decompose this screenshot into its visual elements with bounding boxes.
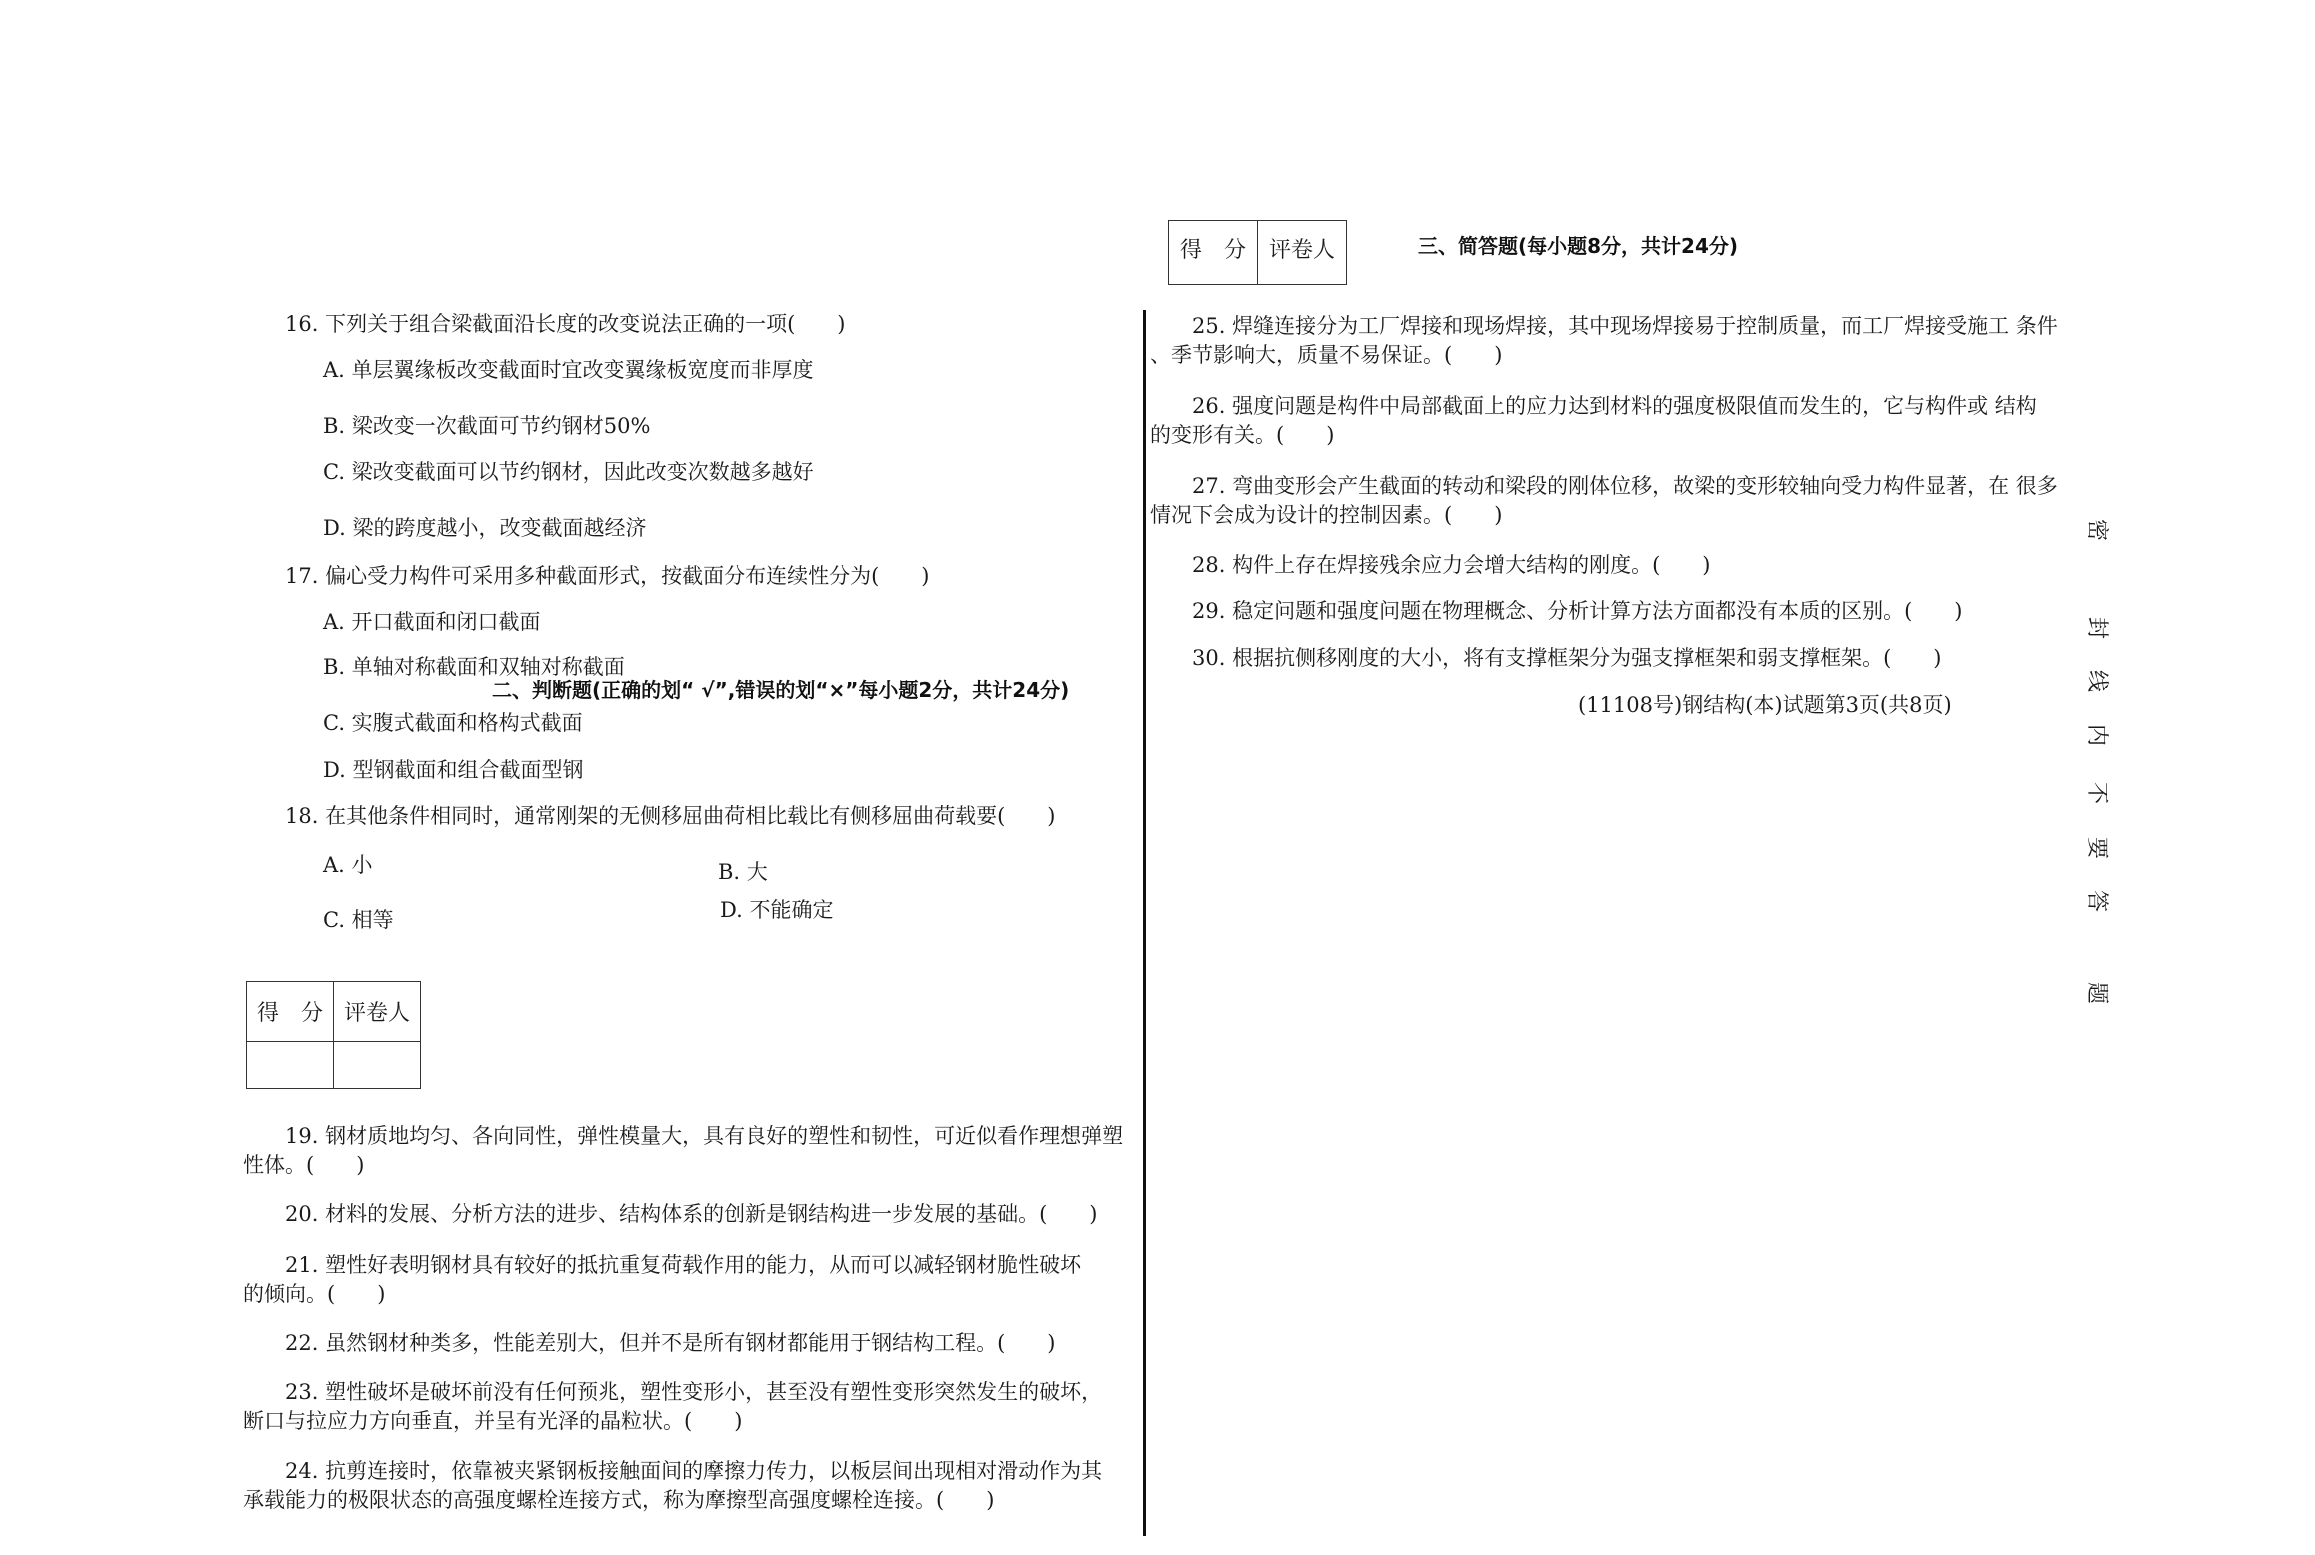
grader-label: 评卷人 xyxy=(334,982,421,1042)
section-3-heading: 三、简答题(每小题8分，共计24分) xyxy=(1418,234,1739,258)
score-label: 得 分 xyxy=(1169,221,1258,285)
judgment-22-line1: 22. 虽然钢材种类多，性能差别大，但并不是所有钢材都能用于钢结构工程。( ) xyxy=(285,1331,1056,1355)
question-18-option-a: A. 小 xyxy=(323,853,373,877)
question-18-option-b: B. 大 xyxy=(718,860,768,884)
question-18-option-c: C. 相等 xyxy=(323,908,394,932)
judgment-26-line2: 的变形有关。( ) xyxy=(1150,423,1335,447)
judgment-27-line2: 情况下会成为设计的控制因素。( ) xyxy=(1150,503,1503,527)
score-label: 得 分 xyxy=(247,982,334,1042)
judgment-27-line1: 27. 弯曲变形会产生截面的转动和梁段的刚体位移，故梁的变形较轴向受力构件显著，在 很多 xyxy=(1192,474,2058,498)
column-divider xyxy=(1143,310,1146,1536)
question-17-option-a: A. 开口截面和闭口截面 xyxy=(323,610,541,634)
seal-line-char: 封 xyxy=(2084,616,2109,639)
page-footer: (11108号)钢结构(本)试题第3页(共8页) xyxy=(1578,693,1952,717)
judgment-23-line2: 断口与拉应力方向垂直，并呈有光泽的晶粒状。( ) xyxy=(243,1409,743,1433)
judgment-25-line2: 、季节影响大，质量不易保证。( ) xyxy=(1150,343,1503,367)
question-18-stem: 18. 在其他条件相同时，通常刚架的无侧移屈曲荷相比载比有侧移屈曲荷载要( ) xyxy=(285,804,1056,828)
judgment-30: 30. 根据抗侧移刚度的大小，将有支撑框架分为强支撑框架和弱支撑框架。( ) xyxy=(1192,646,1942,670)
question-17-option-c: C. 实腹式截面和格构式截面 xyxy=(323,711,583,735)
judgment-21-line1: 21. 塑性好表明钢材具有较好的抵抗重复荷载作用的能力，从而可以减轻钢材脆性破坏 xyxy=(285,1253,1082,1277)
judgment-24-line1: 24. 抗剪连接时，依靠被夹紧钢板接触面间的摩擦力传力，以板层间出现相对滑动作为其 xyxy=(285,1459,1103,1483)
question-16-option-a: A. 单层翼缘板改变截面时宜改变翼缘板宽度而非厚度 xyxy=(323,358,814,382)
judgment-28: 28. 构件上存在焊接残余应力会增大结构的刚度。( ) xyxy=(1192,553,1711,577)
score-box-top xyxy=(1168,218,1348,263)
judgment-20-line1: 20. 材料的发展、分析方法的进步、结构体系的创新是钢结构进一步发展的基础。( ) xyxy=(285,1202,1098,1226)
judgment-25-line1: 25. 焊缝连接分为工厂焊接和现场焊接，其中现场焊接易于控制质量，而工厂焊接受施工 条件 xyxy=(1192,314,2058,338)
grader-value-cell[interactable] xyxy=(334,1042,421,1089)
seal-line-char: 答 xyxy=(2084,889,2109,912)
judgment-19-line2: 性体。( ) xyxy=(243,1153,365,1177)
score-value-cell[interactable] xyxy=(247,1042,334,1089)
question-17-stem: 17. 偏心受力构件可采用多种截面形式，按截面分布连续性分为( ) xyxy=(285,564,930,588)
seal-line-char: 要 xyxy=(2084,836,2109,859)
question-17-option-d: D. 型钢截面和组合截面型钢 xyxy=(323,758,584,782)
question-16-option-d: D. 梁的跨度越小，改变截面越经济 xyxy=(323,516,647,540)
section-2-heading: 二、判断题(正确的划“ √”,错误的划“×”每小题2分，共计24分) xyxy=(492,678,1070,702)
question-16-option-c: C. 梁改变截面可以节约钢材，因此改变次数越多越好 xyxy=(323,460,814,484)
judgment-26-line1: 26. 强度问题是构件中局部截面上的应力达到材料的强度极限值而发生的，它与构件或 结构 xyxy=(1192,394,2037,418)
question-17-option-b: B. 单轴对称截面和双轴对称截面 xyxy=(323,655,625,679)
seal-line-char: 不 xyxy=(2084,781,2109,804)
grader-label: 评卷人 xyxy=(1258,221,1347,285)
judgment-23-line1: 23. 塑性破坏是破坏前没有任何预兆，塑性变形小，甚至没有塑性变形突然发生的破坏， xyxy=(285,1380,1103,1404)
seal-line-char: 密 xyxy=(2084,518,2109,541)
judgment-19-line1: 19. 钢材质地均匀、各向同性，弹性模量大，具有良好的塑性和韧性，可近似看作理想弹塑 xyxy=(285,1124,1124,1148)
question-16-option-b: B. 梁改变一次截面可节约钢材50% xyxy=(323,414,651,438)
question-18-option-d: D. 不能确定 xyxy=(720,898,834,922)
judgment-29: 29. 稳定问题和强度问题在物理概念、分析计算方法方面都没有本质的区别。( ) xyxy=(1192,599,1963,623)
judgment-21-line2: 的倾向。( ) xyxy=(243,1282,386,1306)
seal-line-char: 内 xyxy=(2084,723,2109,746)
question-16-stem: 16. 下列关于组合梁截面沿长度的改变说法正确的一项( ) xyxy=(285,312,846,336)
judgment-24-line2: 承载能力的极限状态的高强度螺栓连接方式，称为摩擦型高强度螺栓连接。( ) xyxy=(243,1488,995,1512)
seal-line-char: 线 xyxy=(2084,669,2109,692)
score-box-left xyxy=(246,981,421,1089)
seal-line-char: 题 xyxy=(2084,981,2109,1004)
